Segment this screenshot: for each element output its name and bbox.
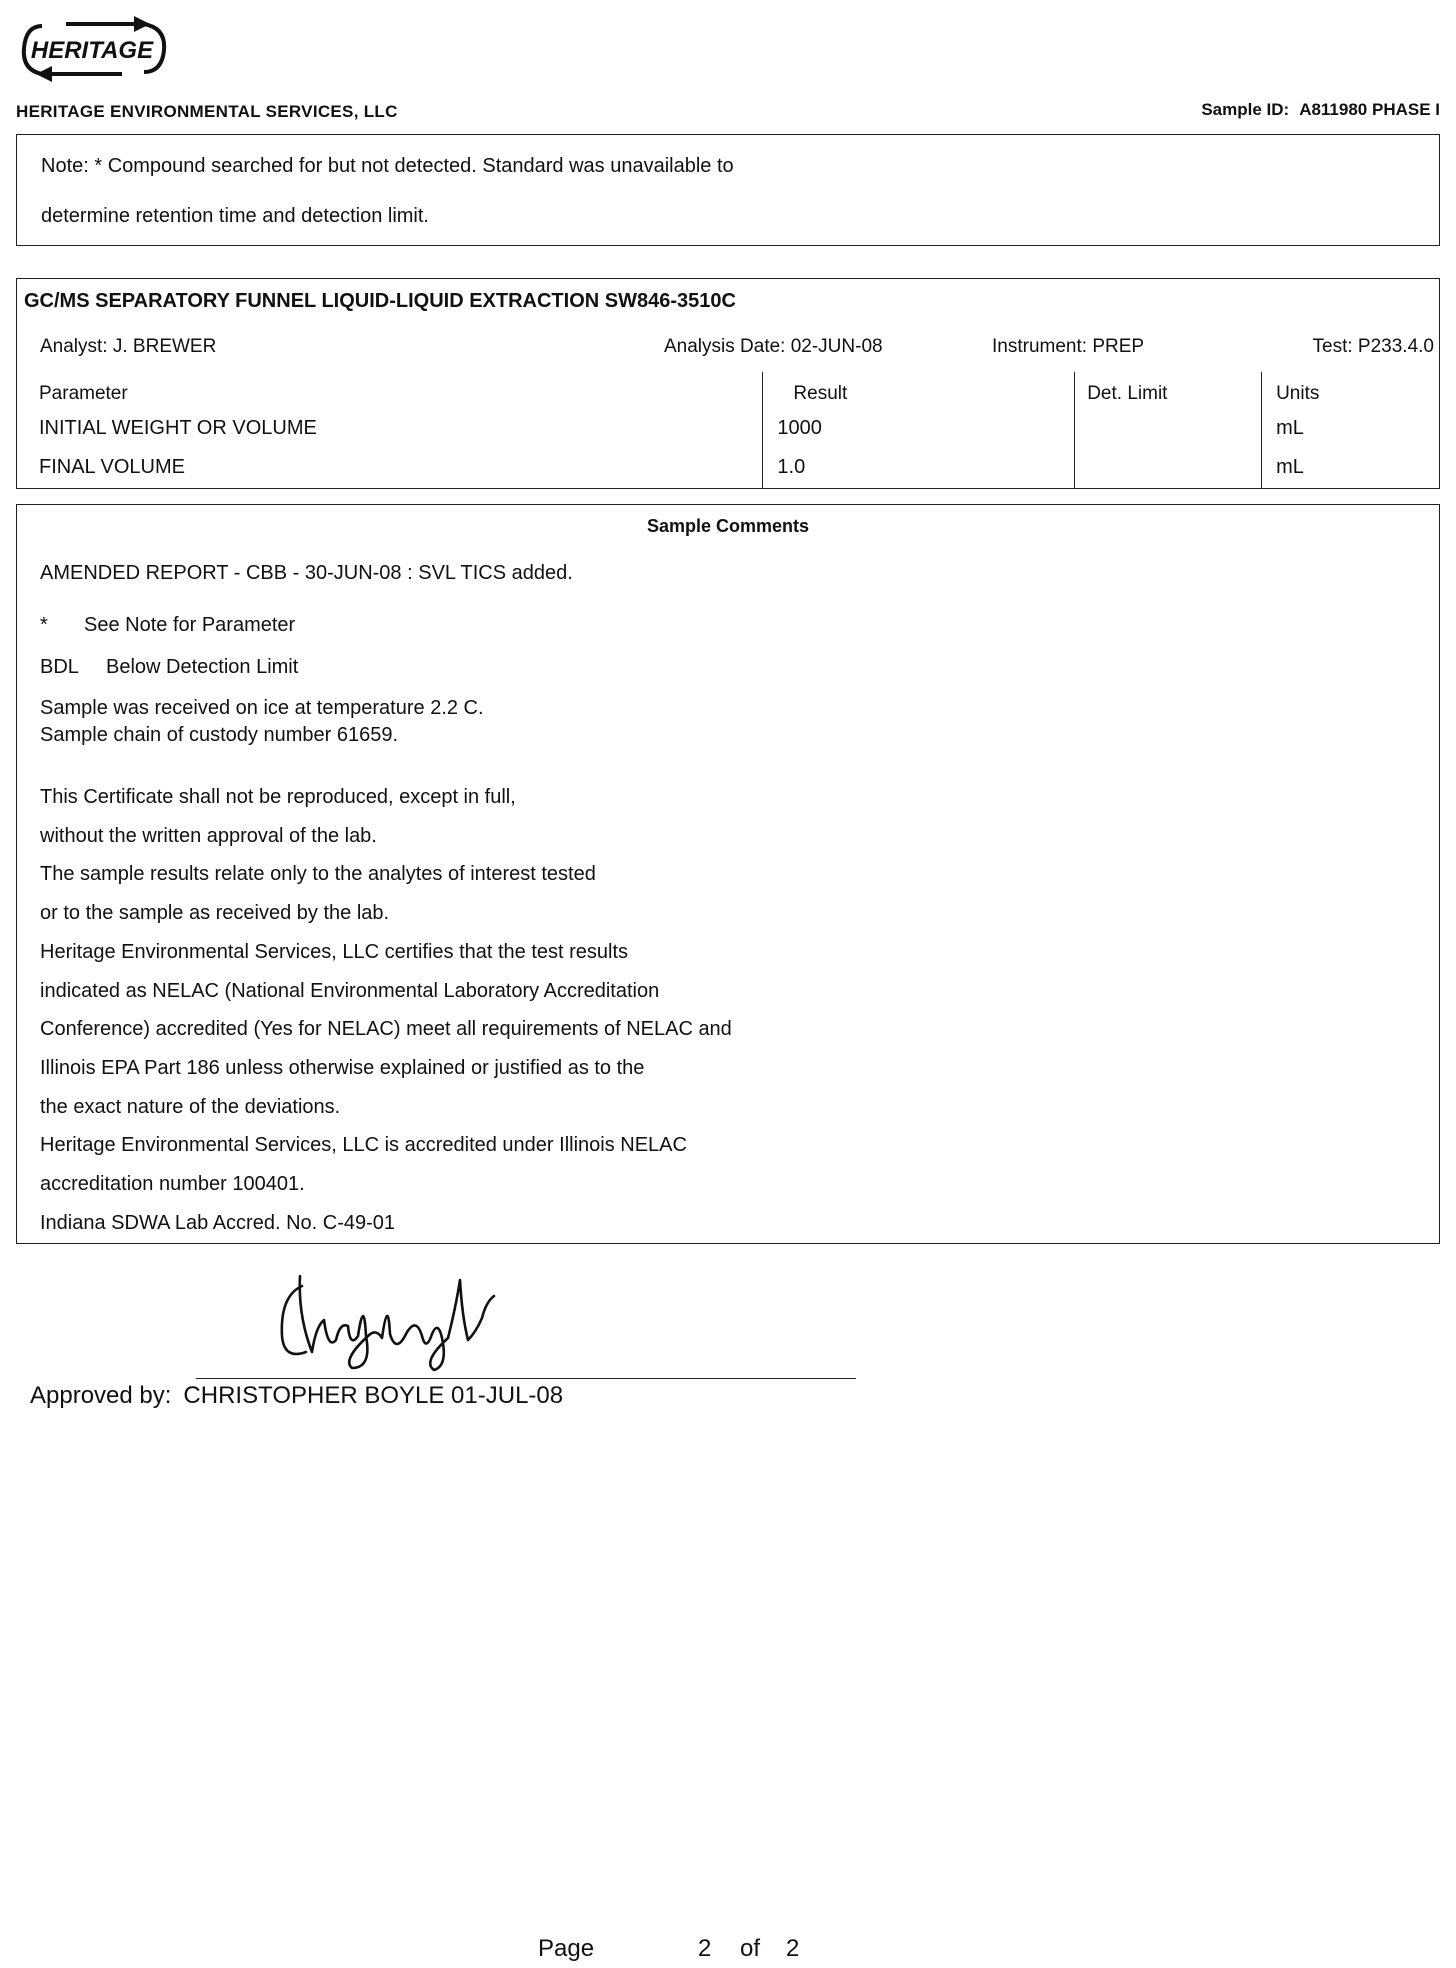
comments-title: Sample Comments <box>646 516 810 536</box>
comment-line: Indiana SDWA Lab Accred. No. C-49-01 <box>40 1212 395 1234</box>
comment-line: accreditation number 100401. <box>40 1173 305 1195</box>
row-units: mL <box>1262 408 1440 448</box>
heritage-logo <box>18 14 168 84</box>
received-temp: Sample was received on ice at temperature 2.2 C. <box>40 697 484 719</box>
comment-line: the exact nature of the deviations. <box>40 1096 341 1118</box>
custody-number: Sample chain of custody number 61659. <box>40 724 398 746</box>
header-det-limit: Det. Limit <box>1075 372 1262 408</box>
page-label: Page <box>538 1935 595 1962</box>
comment-line: The sample results relate only to the analytes of interest tested <box>40 863 596 885</box>
comment-line: Heritage Environmental Services, LLC is accredited under Illinois NELAC <box>40 1134 687 1156</box>
bdl-note <box>40 656 298 679</box>
row-det-limit <box>1075 408 1262 448</box>
parameter-table <box>16 372 1440 489</box>
approved-by <box>30 1382 563 1410</box>
row-parameter: INITIAL WEIGHT OR VOLUME <box>17 408 763 448</box>
analysis-date: Analysis Date: 02-JUN-08 <box>664 336 883 357</box>
table-header-row <box>17 372 1440 408</box>
row-units: mL <box>1262 448 1440 488</box>
header-units: Units <box>1262 372 1440 408</box>
sample-id <box>1201 100 1440 120</box>
test-code: Test: P233.4.0 <box>1312 336 1434 357</box>
page-footer <box>538 1935 799 1963</box>
page-of-label: of <box>740 1935 761 1962</box>
page-number: 2 <box>698 1935 712 1962</box>
company-name: HERITAGE ENVIRONMENTAL SERVICES, LLC <box>16 102 398 121</box>
page-total: 2 <box>786 1935 800 1962</box>
method-title: GC/MS SEPARATORY FUNNEL LIQUID-LIQUID EXTRACTION SW846-3510C <box>24 290 736 312</box>
row-result: 1.0 <box>763 448 1075 488</box>
bdl-abbr: BDL <box>40 656 79 678</box>
header-result: Result <box>763 372 1075 408</box>
star-symbol: * <box>40 614 48 636</box>
bdl-text: Below Detection Limit <box>106 656 299 678</box>
svg-text:HERITAGE: HERITAGE <box>30 37 154 64</box>
row-result: 1000 <box>763 408 1075 448</box>
comment-line: Heritage Environmental Services, LLC certifies that the test results <box>40 941 629 963</box>
approved-by-label: Approved by: <box>30 1382 172 1409</box>
analyst: Analyst: J. BREWER <box>40 336 217 357</box>
comment-line: indicated as NELAC (National Environmental Laboratory Accreditation <box>40 980 660 1002</box>
approved-by-value: CHRISTOPHER BOYLE 01-JUL-08 <box>183 1382 564 1409</box>
star-text: See Note for Parameter <box>84 614 296 636</box>
comment-line: without the written approval of the lab. <box>40 825 377 847</box>
comment-line: Illinois EPA Part 186 unless otherwise explained or justified as to the <box>40 1057 645 1079</box>
row-parameter: FINAL VOLUME <box>17 448 763 488</box>
sample-id-label: Sample ID: <box>1201 100 1290 119</box>
table-row <box>17 408 1440 448</box>
comment-line: Conference) accredited (Yes for NELAC) meet all requirements of NELAC and <box>40 1018 732 1040</box>
instrument: Instrument: PREP <box>992 336 1145 357</box>
header-parameter: Parameter <box>17 372 763 408</box>
star-note <box>40 614 295 637</box>
note-line-2: determine retention time and detection limit. <box>41 205 429 227</box>
amended-report: AMENDED REPORT - CBB - 30-JUN-08 : SVL TICS added. <box>40 562 573 584</box>
approval-line <box>196 1378 856 1379</box>
comment-line: This Certificate shall not be reproduced, except in full, <box>40 786 516 808</box>
row-det-limit <box>1075 448 1262 488</box>
note-line-1: Note: * Compound searched for but not detected. Standard was unavailable to <box>41 155 734 177</box>
table-row <box>17 448 1440 488</box>
signature-image <box>272 1256 522 1376</box>
comment-line: or to the sample as received by the lab. <box>40 902 390 924</box>
sample-id-value: A811980 PHASE I <box>1299 100 1440 119</box>
note-box <box>16 134 1440 246</box>
